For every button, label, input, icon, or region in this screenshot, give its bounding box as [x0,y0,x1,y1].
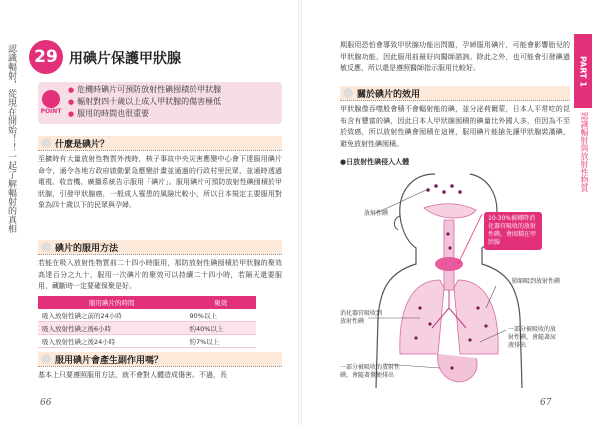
thyroid-callout: 10-30%被轉降消化器官吸收的放射性碘，會囤積在甲狀腺 [484,212,542,250]
section-body: 甲狀腺像吞噬般會積不會輻射能的碘，並分泌荷爾蒙，日本人平常吃的昆布含有豐富的碘，因此日本人甲狀腺囤積的碘量比外國人多，但因為不至於致癌，所以放射性碘會囤積在這裡，服用碘片能搶先讓甲狀腺裝滿碘，避免放射性碘囤積。 [340,105,570,148]
label-digest-absorb: 消化器官吸收到放射性碘 [340,310,383,325]
point-list [68,84,278,120]
section-body: 基本上只要遵照服用方法，就不會對人體造成傷害。不過，長 [38,371,227,379]
point-item: ● 危機時碘片可預防放射性碘囤積於甲狀腺 [68,84,278,96]
section-title: 什麼是碘片？ [55,140,110,150]
table-cell: 約40%以上 [186,322,257,335]
label-excrete: 一部分被吸收的放射性碘，會隨著糞便排出 [340,364,401,379]
section-heading [38,352,282,367]
side-running-title: 認識輻射，從現在開始！！一起了解輻射的真相 [6,44,16,233]
section-heading [38,136,282,151]
table-row [38,309,256,322]
label-lung-absorb: 肺細吸到放射性碘 [512,278,561,285]
point-label: POINT [40,108,62,115]
section-title: 碘片的服用方法 [55,244,119,254]
section-body: 若能在吸入放射性物質前二十四小時服用，那防放射性碘囤積於甲狀腺的聚效高達百分之九十，服用一次碘片的聚效可以持續二十四小時，若隔天還要服用，藏斷時一定要確保聚是好。 [38,259,282,290]
label-body-absorb: 一部分被吸收的放射性碘，會隨著尿液排出 [508,326,557,349]
section-title: 關於碘片的效用 [357,90,421,100]
table-cell: 吸入放射性碘之後24小時 [38,335,186,348]
section-title: 服用碘片會產生副作用嗎？ [55,356,164,366]
table-row [38,335,256,348]
table-cell: 吸入放射性碘之後6小時 [38,322,186,335]
diagram-title: ●日放射性碘侵入人體 [340,158,410,166]
page-number: 67 [540,398,552,408]
section-body: 期服用恐怕會導致甲狀腺功能出問題，孕婦服用碘片，可能會影響胎兒的甲狀腺功能，因此服用前最好向醫師諮詢。除此之外，也可能會引發碘過敏反應，所以還是遵照醫師指示服用比較好。 [340,41,570,72]
part-tab: PART 1 [574,34,592,108]
part-subtitle: 認識輻射與放射性物質 [580,112,589,192]
point-item: ● 輻射對四十歲以上成人甲狀腺的傷害極低 [68,96,278,108]
page-number: 66 [40,398,52,408]
section-body: 至擴時有大量放射性物質外洩時，核子事故中央災害應變中心會下達服用碘片命令，通令各地方政府啟動緊急應變計畫並通過的行政村里民眾，並通時透過電視、收音機、廣播系統告示服用「碘片」。服用碘片可預防放射性碘囤積於甲狀腺，引發甲狀腺癌，一般成人罹患的風險比較小，所以日本規定主要服用對象為四十歲以下的民眾與孕婦。 [38,155,282,209]
chapter-title: 用碘片保護甲狀腺 [69,51,181,67]
table-header: 聚效 [186,296,257,309]
table-cell: 90%以上 [186,309,257,322]
label-radioactive-iodine: 放射性碘 [364,210,389,217]
dosage-table [38,296,256,348]
table-header: 服用碘片的時間 [38,296,186,309]
section-heading [340,86,570,101]
table-cell: 吸入放射性碘之前的24小時 [38,309,186,322]
table-cell: 約7%以上 [186,335,257,348]
table-row [38,322,256,335]
chapter-number-badge: 29 [29,40,63,74]
point-item: ● 服用的時間也很重要 [68,108,278,120]
point-icon [40,90,62,118]
section-heading [38,240,282,255]
